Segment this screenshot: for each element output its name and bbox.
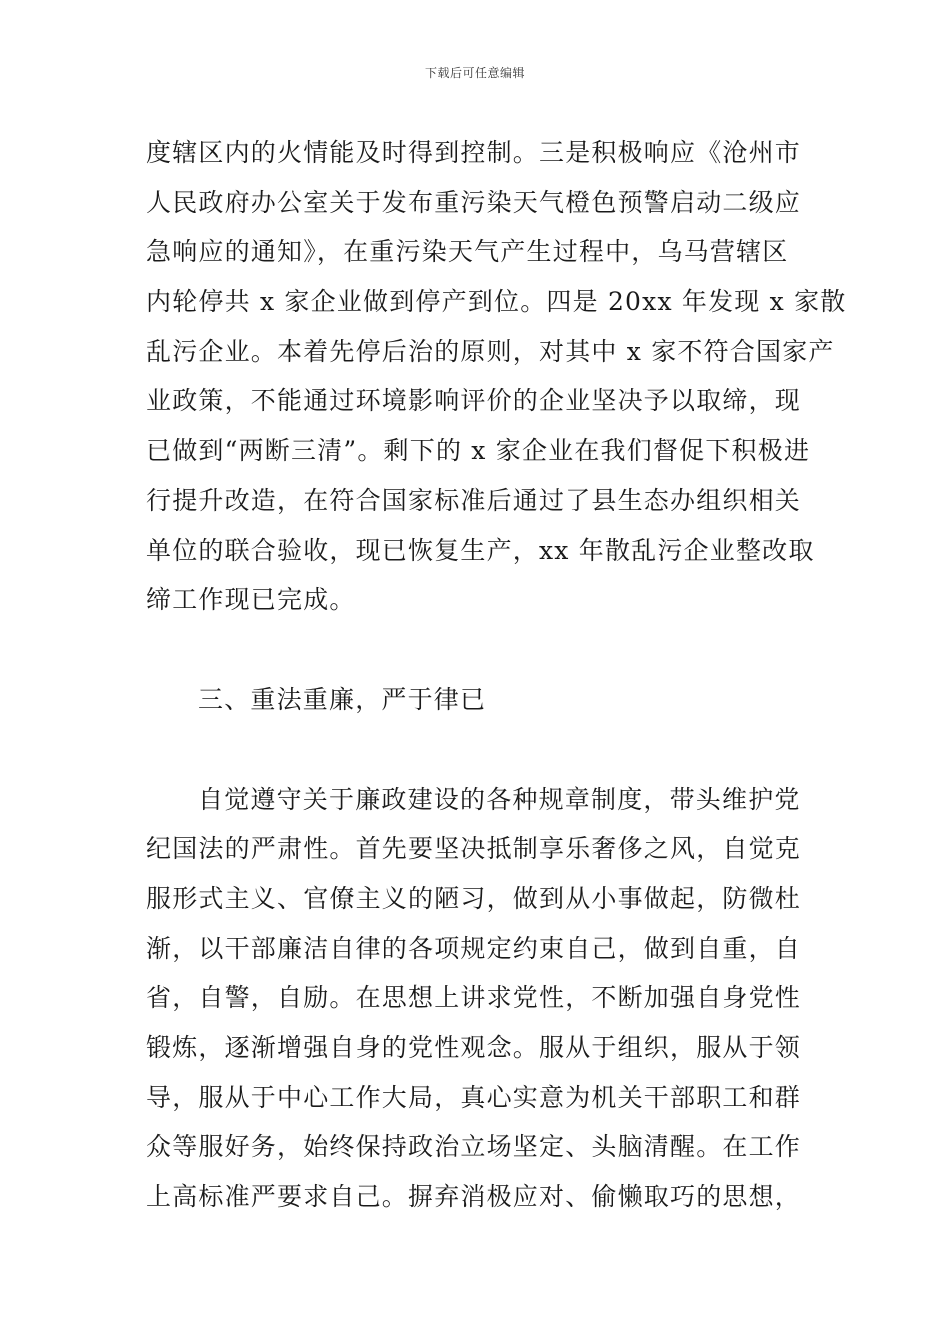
text-line: 自觉遵守关于廉政建设的各种规章制度，带头维护党 [198,784,801,814]
document-body [146,128,847,1222]
page-header-note: 下载后可任意编辑 [424,66,525,80]
paragraph-spacer [146,725,806,775]
text-line: 渐，以干部廉洁自律的各项规定约束自己，做到自重，自 [146,933,802,963]
paragraph-spacer [146,625,806,675]
text-line: 业政策，不能通过环境影响评价的企业坚决予以取缔，现 [146,386,802,416]
text-line: 锻炼，逐渐增强自身的党性观念。服从于组织，服从于领 [146,1033,802,1062]
text-line: 服形式主义、官僚主义的陋习，做到从小事做起，防微杜 [146,883,802,913]
text-line: 纪国法的严肃性。首先要坚决抵制享乐奢侈之风，自觉克 [146,834,802,864]
text-line: 缔工作现已完成。 [146,585,356,615]
text-line: 急响应的通知》，在重污染天气产生过程中，乌马营辖区 [146,237,789,267]
text-line: 单位的联合验收，现已恢复生产，xx 年散乱污企业整改取 [146,535,815,565]
text-line: 导，服从于中心工作大局，真心实意为机关干部职工和群 [146,1082,802,1112]
text-line: 上高标准严要求自己。摒弃消极应对、偷懒取巧的思想， [146,1182,802,1212]
text-line: 度辖区内的火情能及时得到控制。三是积极响应《沧州市 [146,138,802,167]
text-line: 众等服好务，始终保持政治立场坚定、头脑清醒。在工作 [146,1132,802,1162]
paragraph-fire-pollution [146,128,847,625]
text-line: 行提升改造，在符合国家标准后通过了县生态办组织相关 [146,485,802,515]
text-line: 人民政府办公室关于发布重污染天气橙色预警启动二级应 [146,187,802,217]
paragraph-integrity [146,775,806,1222]
text-line: 乱污企业。本着先停后治的原则，对其中 x 家不符合国家产 [146,336,835,366]
section-heading [146,675,806,725]
text-line: 省，自警，自励。在思想上讲求党性，不断加强自身党性 [146,983,802,1013]
text-line: 内轮停共 x 家企业做到停产到位。四是 20xx 年发现 x 家散 [146,287,847,317]
heading-text: 三、重法重廉，严于律已 [198,684,487,714]
text-line: 已做到“两断三清”。剩下的 x 家企业在我们督促下积极进 [146,436,811,466]
